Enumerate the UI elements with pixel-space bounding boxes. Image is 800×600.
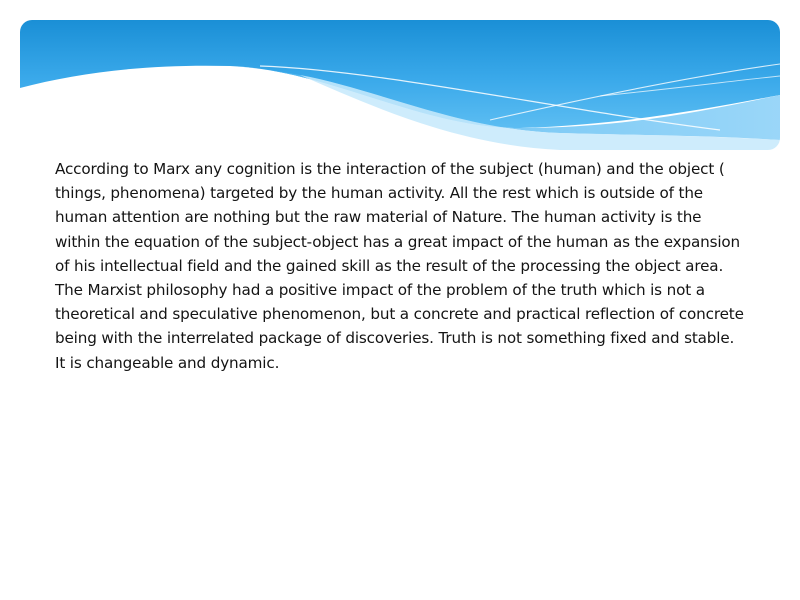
header-wave-banner xyxy=(0,0,800,150)
paragraph-marx-cognition: According to Marx any cognition is the interaction of the subject (human) and the object ( things, phenomena) targeted by the human activity. All the rest which is outside of the human attention are nothing but the raw material of Nature. The human activity is the within the equation of the subject-object has a great impact of the human as the expansion of his intellectual field and the gained skill as the result of the processing the object area. xyxy=(55,160,741,275)
slide-body-text xyxy=(55,157,745,375)
paragraph-marxist-truth: The Marxist philosophy had a positive impact of the problem of the truth which is not a theoretical and speculative phenomenon, but a concrete and practical reflection of concrete being with the interrelated package of discoveries. Truth is not something fixed and stable. It is changeable and dynamic. xyxy=(55,281,744,372)
